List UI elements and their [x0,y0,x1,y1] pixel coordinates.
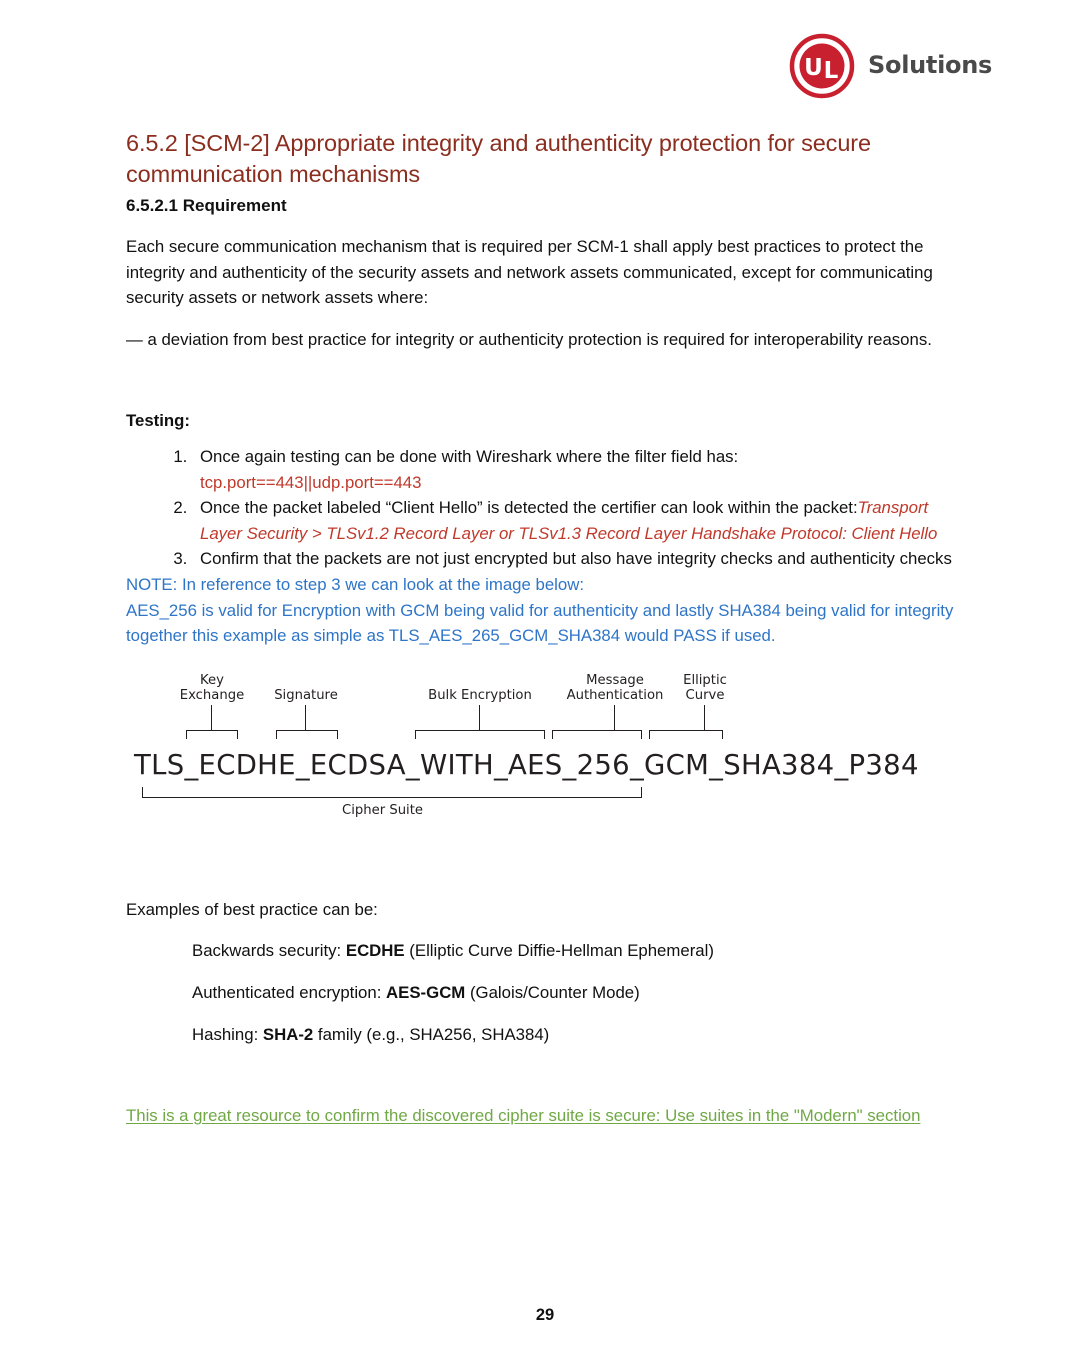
list-item [192,444,971,495]
diagram-brace-message-authentication [552,730,642,739]
example-authenticated-encryption [192,980,971,1006]
diagram-label-key-exchange [164,673,260,703]
diagram-brace-signature [276,730,338,739]
diagram-label-cipher-suite: Cipher Suite [342,802,424,818]
section-title: 6.5.2 [SCM-2] Appropriate integrity and authenticity protection for secure communication mechanisms [126,130,872,187]
diagram-brace-bulk-encryption [415,730,545,739]
example-hashing [192,1022,971,1048]
example-1-prefix: Authenticated encryption: [192,982,387,1002]
resource-link-paragraph [126,1103,971,1129]
diagram-stem-message-authentication [614,705,615,730]
diagram-stem-signature [305,705,306,730]
examples-intro: Examples of best practice can be: [126,899,378,919]
diagram-label-elliptic-curve [674,673,736,703]
document-content [126,128,971,1129]
elliptic-curve-line-2: Curve [685,687,725,703]
example-1-suffix: (Galois/Counter Mode) [465,982,640,1002]
cipher-suite-resource-link[interactable]: This is a great resource to confirm the discovered cipher suite is secure: Use suites in the "Modern" section [126,1106,921,1126]
key-exchange-line-2: Exchange [179,687,245,703]
diagram-stem-elliptic-curve [704,705,705,730]
list-item [192,546,971,572]
ul-circle-logo-icon [789,33,855,99]
cipher-suite-diagram [134,672,919,825]
example-2-term: SHA-2 [262,1024,314,1044]
step-1-filter-code: tcp.port==443||udp.port==443 [200,472,422,492]
step-2-text: Once the packet labeled “Client Hello” is detected the certifier can look within the packet: [200,498,858,518]
testing-steps-list [126,444,971,572]
ul-solutions-logo [789,33,992,99]
diagram-cipher-suite-string: TLS_ECDHE_ECDSA_WITH_AES_256_GCM_SHA384_P384 [134,748,919,781]
diagram-stem-bulk-encryption [479,705,480,730]
page-number: 29 [535,1306,555,1324]
diagram-label-signature: Signature [274,687,338,703]
requirement-paragraph-2: — a deviation from best practice for integrity or authenticity protection is required for interoperability reasons. [126,329,932,349]
requirement-paragraph-1: Each secure communication mechanism that is required per SCM-1 shall apply best practices to protect the integrity and authenticity of the security assets and network assets communicated, except for communicating security assets or network assets where: [126,237,933,308]
diagram-stem-key-exchange [211,705,212,730]
step-2-protocol-path: Transport Layer Security > TLSv1.2 Record Layer or TLSv1.3 Record Layer Handshake Protocol: Client Hello [200,498,938,543]
note-paragraph-1: NOTE: In reference to step 3 we can look at the image below: [126,574,584,594]
diagram-label-message-authentication [550,673,680,703]
testing-label: Testing: [126,411,191,431]
example-1-term: AES-GCM [386,982,466,1002]
step-3-text: Confirm that the packets are not just encrypted but also have integrity checks and authenticity checks [200,549,952,569]
example-2-prefix: Hashing: [192,1024,263,1044]
example-0-prefix: Backwards security: [192,941,346,961]
diagram-brace-cipher-suite [142,787,642,798]
svg-text:U: U [804,55,823,81]
list-item [192,495,971,546]
step-1-text: Once again testing can be done with Wireshark where the filter field has: [200,446,739,466]
diagram-label-bulk-encryption: Bulk Encryption [428,687,532,703]
note-paragraph-2: AES_256 is valid for Encryption with GCM being valid for authenticity and lastly SHA384 being valid for integrity together this example as simple as TLS_AES_265_GCM_SHA384 would PASS if used. [126,600,954,646]
svg-text:L: L [823,58,839,84]
elliptic-curve-line-1: Elliptic [683,672,727,688]
message-auth-line-1: Message [586,672,644,688]
message-auth-line-2: Authentication [566,687,664,703]
key-exchange-line-1: Key [200,672,224,688]
section-subtitle: 6.5.2.1 Requirement [126,196,287,215]
diagram-brace-elliptic-curve [649,730,723,739]
example-2-suffix: family (e.g., SHA256, SHA384) [313,1024,550,1044]
example-backwards-security [192,938,971,964]
logo-wordmark: Solutions [868,51,992,79]
example-0-term: ECDHE [345,941,405,961]
diagram-brace-key-exchange [186,730,238,739]
example-0-suffix: (Elliptic Curve Diffie-Hellman Ephemeral) [404,941,714,961]
